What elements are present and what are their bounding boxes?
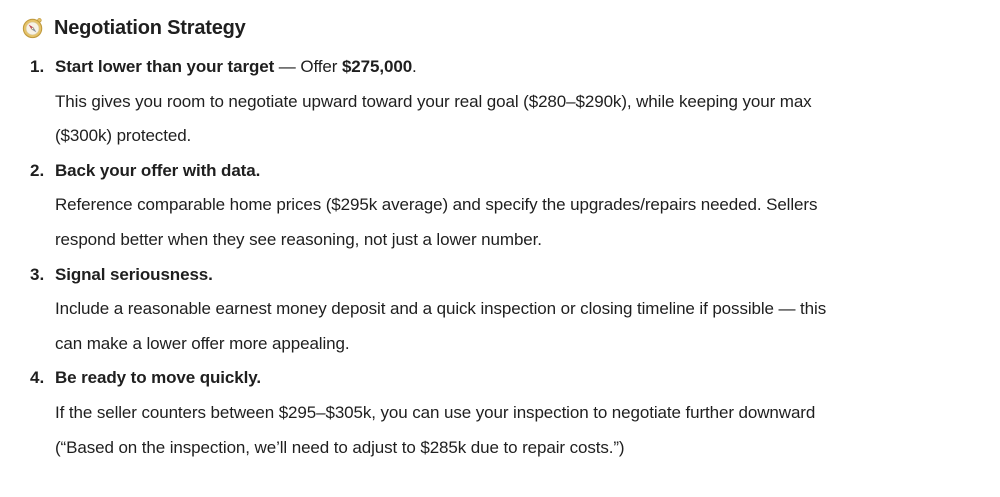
compass-icon <box>22 17 44 39</box>
item-body-line: (“Based on the inspection, we’ll need to adjust to $285k due to repair costs.”) <box>55 437 625 457</box>
item-title-bold: $275,000 <box>341 57 413 76</box>
item-title-bold: Start lower than your target <box>55 57 275 76</box>
page-title: Negotiation Strategy <box>54 17 246 39</box>
item-body-line: This gives you room to negotiate upward toward your real goal ($280–$290k), while keeping your max <box>55 91 812 111</box>
heading <box>0 0 1000 42</box>
item-title <box>55 361 1000 396</box>
item-title-bold: Back your offer with data. <box>55 160 261 180</box>
item-number: 1. <box>30 57 45 76</box>
item-title-text: — Offer <box>274 57 342 76</box>
item-title <box>55 154 1000 189</box>
item-body-line: ($300k) protected. <box>55 126 192 146</box>
list-item <box>0 50 1000 154</box>
item-title-text: . <box>412 57 417 76</box>
item-number: 3. <box>30 264 45 284</box>
item-title <box>55 50 1000 85</box>
item-body-line: Reference comparable home prices ($295k average) and specify the upgrades/repairs needed. Sellers <box>55 195 818 215</box>
item-number: 2. <box>30 160 45 180</box>
item-title-bold: Signal seriousness. <box>55 264 213 284</box>
item-body-line: can make a lower offer more appealing. <box>55 333 350 353</box>
item-body-line: respond better when they see reasoning, not just a lower number. <box>55 229 542 249</box>
item-title <box>55 258 1000 293</box>
item-body-line: Include a reasonable earnest money deposit and a quick inspection or closing timeline if possible — this <box>55 299 827 319</box>
list-item <box>0 154 1000 258</box>
item-body-line: If the seller counters between $295–$305k, you can use your inspection to negotiate further downward <box>55 402 816 422</box>
item-title-bold: Be ready to move quickly. <box>55 368 261 388</box>
item-number: 4. <box>30 368 45 388</box>
list-item <box>0 258 1000 362</box>
list-item <box>0 361 1000 465</box>
numbered-list <box>0 50 1000 465</box>
